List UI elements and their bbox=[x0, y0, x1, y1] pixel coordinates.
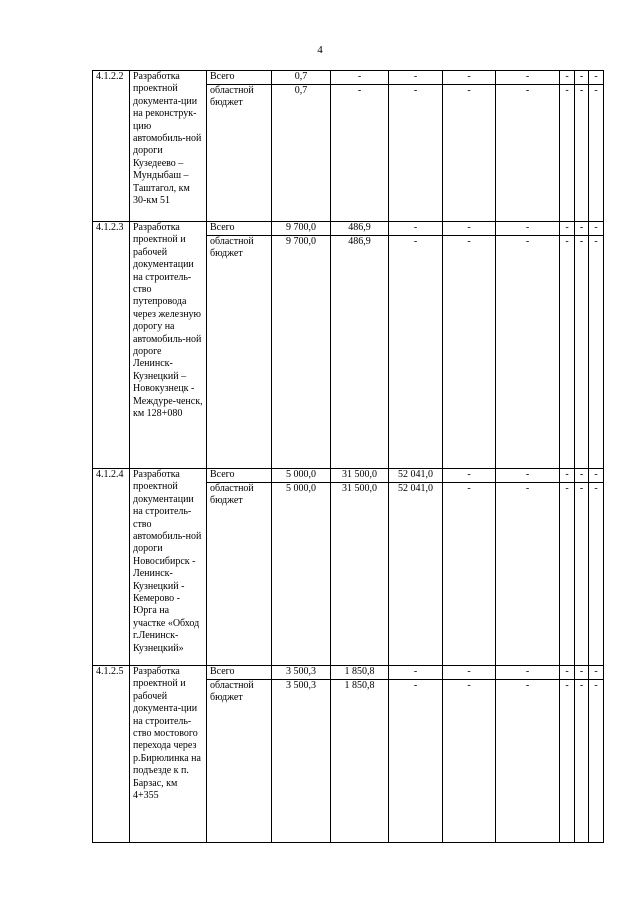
item-code: 4.1.2.3 bbox=[93, 222, 130, 469]
value-cell: 31 500,0 bbox=[331, 469, 389, 483]
value-cell: - bbox=[575, 235, 589, 468]
funding-source: областной бюджет bbox=[207, 85, 272, 222]
value-cell: - bbox=[496, 71, 560, 85]
value-cell: - bbox=[443, 85, 496, 222]
funding-source: областной бюджет bbox=[207, 235, 272, 468]
item-code: 4.1.2.4 bbox=[93, 469, 130, 666]
item-name: Разработка проектной и рабочей документации на строитель-ство путепровода через железную дорогу на автомобиль-ной дороге Ленинск-Кузнецкий – Новокузнецк - Междуре-ченск, км 128+080 bbox=[130, 222, 207, 469]
value-cell: - bbox=[331, 71, 389, 85]
value-cell: - bbox=[389, 679, 443, 842]
value-cell: - bbox=[560, 222, 575, 236]
value-cell: 3 500,3 bbox=[272, 666, 331, 680]
value-cell: - bbox=[560, 679, 575, 842]
value-cell: - bbox=[443, 71, 496, 85]
value-cell: - bbox=[443, 679, 496, 842]
table-row bbox=[93, 222, 604, 236]
value-cell: - bbox=[589, 85, 604, 222]
item-name: Разработка проектной документации на строитель-ство автомобиль-ной дороги Новосибирск - Ленинск-Кузнецкий - Кемерово - Юрга на участке «Обход г.Ленинск-Кузнецкий» bbox=[130, 469, 207, 666]
funding-source: Всего bbox=[207, 666, 272, 680]
item-code: 4.1.2.2 bbox=[93, 71, 130, 222]
value-cell: 5 000,0 bbox=[272, 482, 331, 665]
value-cell: - bbox=[589, 666, 604, 680]
funding-source: областной бюджет bbox=[207, 482, 272, 665]
value-cell: - bbox=[443, 666, 496, 680]
value-cell: - bbox=[496, 222, 560, 236]
funding-source: областной бюджет bbox=[207, 679, 272, 842]
value-cell: - bbox=[389, 222, 443, 236]
value-cell: 3 500,3 bbox=[272, 679, 331, 842]
value-cell: 1 850,8 bbox=[331, 666, 389, 680]
budget-table bbox=[92, 70, 604, 843]
table-row bbox=[93, 666, 604, 680]
item-name: Разработка проектной и рабочей документа-ции на строитель-ство мостового перехода через р.Бирюлинка на подъезде к п. Барзас, км 4+355 bbox=[130, 666, 207, 843]
value-cell: - bbox=[496, 666, 560, 680]
value-cell: - bbox=[443, 235, 496, 468]
value-cell: 0,7 bbox=[272, 85, 331, 222]
value-cell: - bbox=[389, 71, 443, 85]
funding-source: Всего bbox=[207, 469, 272, 483]
page-number: 4 bbox=[317, 44, 323, 56]
value-cell: - bbox=[331, 85, 389, 222]
value-cell: - bbox=[496, 679, 560, 842]
value-cell: - bbox=[589, 482, 604, 665]
value-cell: 486,9 bbox=[331, 222, 389, 236]
value-cell: - bbox=[560, 85, 575, 222]
value-cell: - bbox=[560, 482, 575, 665]
table-row bbox=[93, 469, 604, 483]
value-cell: - bbox=[443, 482, 496, 665]
value-cell: - bbox=[560, 71, 575, 85]
value-cell: - bbox=[589, 235, 604, 468]
value-cell: 9 700,0 bbox=[272, 222, 331, 236]
value-cell: 52 041,0 bbox=[389, 482, 443, 665]
value-cell: 9 700,0 bbox=[272, 235, 331, 468]
value-cell: - bbox=[589, 469, 604, 483]
value-cell: - bbox=[575, 469, 589, 483]
value-cell: 5 000,0 bbox=[272, 469, 331, 483]
value-cell: 486,9 bbox=[331, 235, 389, 468]
value-cell: - bbox=[560, 235, 575, 468]
value-cell: - bbox=[443, 469, 496, 483]
funding-source: Всего bbox=[207, 71, 272, 85]
value-cell: - bbox=[575, 482, 589, 665]
table-row bbox=[93, 71, 604, 85]
value-cell: - bbox=[496, 235, 560, 468]
value-cell: - bbox=[575, 85, 589, 222]
value-cell: - bbox=[575, 222, 589, 236]
item-code: 4.1.2.5 bbox=[93, 666, 130, 843]
value-cell: 31 500,0 bbox=[331, 482, 389, 665]
value-cell: 1 850,8 bbox=[331, 679, 389, 842]
value-cell: 0,7 bbox=[272, 71, 331, 85]
value-cell: - bbox=[560, 469, 575, 483]
funding-source: Всего bbox=[207, 222, 272, 236]
value-cell: - bbox=[496, 85, 560, 222]
value-cell: 52 041,0 bbox=[389, 469, 443, 483]
value-cell: - bbox=[389, 235, 443, 468]
value-cell: - bbox=[575, 71, 589, 85]
value-cell: - bbox=[589, 679, 604, 842]
value-cell: - bbox=[560, 666, 575, 680]
value-cell: - bbox=[389, 85, 443, 222]
value-cell: - bbox=[575, 679, 589, 842]
value-cell: - bbox=[575, 666, 589, 680]
value-cell: - bbox=[443, 222, 496, 236]
value-cell: - bbox=[589, 71, 604, 85]
value-cell: - bbox=[496, 482, 560, 665]
value-cell: - bbox=[496, 469, 560, 483]
item-name: Разработка проектной документа-ции на реконструк-цию автомобиль-ной дороги Кузедеево – Мундыбаш – Таштагол, км 30-км 51 bbox=[130, 71, 207, 222]
value-cell: - bbox=[589, 222, 604, 236]
value-cell: - bbox=[389, 666, 443, 680]
